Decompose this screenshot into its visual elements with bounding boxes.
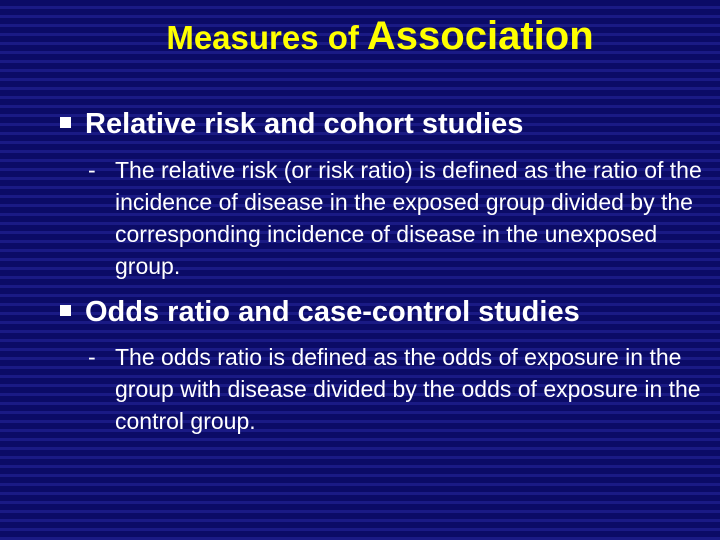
title-part-1: Measures of	[166, 19, 359, 56]
bullet-relative-risk	[60, 108, 700, 141]
dash-marker: -	[88, 344, 96, 370]
bullet-odds-ratio	[60, 296, 700, 329]
title-part-2: Association	[366, 14, 594, 58]
bullet-heading: Odds ratio and case-control studies	[85, 296, 580, 328]
slide-title	[0, 14, 720, 59]
sub-bullet-text: The odds ratio is defined as the odds of exposure in the group with disease divided by the odds of exposure in the control group.	[115, 344, 701, 434]
dash-marker: -	[88, 157, 96, 183]
square-bullet-icon	[60, 117, 71, 128]
bullet-heading: Relative risk and cohort studies	[85, 108, 524, 140]
sub-bullet-relative-risk	[88, 154, 708, 282]
sub-bullet-text: The relative risk (or risk ratio) is defined as the ratio of the incidence of disease in the exposed group divided by the corresponding incidence of disease in the unexposed group.	[115, 157, 702, 279]
square-bullet-icon	[60, 305, 71, 316]
sub-bullet-odds-ratio	[88, 341, 708, 437]
